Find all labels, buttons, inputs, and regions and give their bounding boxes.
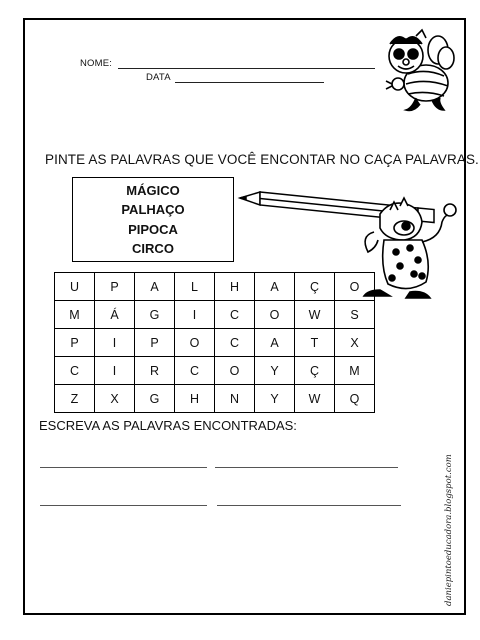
grid-cell[interactable]: Q	[335, 385, 375, 413]
name-label: NOME:	[80, 58, 113, 69]
grid-cell[interactable]: X	[95, 385, 135, 413]
grid-cell[interactable]: O	[215, 357, 255, 385]
word-list-item: CIRCO	[132, 241, 174, 256]
grid-cell[interactable]: S	[335, 301, 375, 329]
grid-cell[interactable]: X	[335, 329, 375, 357]
grid-cell[interactable]: Y	[255, 357, 295, 385]
answer-line-1[interactable]	[40, 467, 207, 468]
word-list-item: PIPOCA	[128, 221, 178, 237]
grid-cell[interactable]: U	[55, 273, 95, 301]
word-list-item: PALHAÇO	[121, 202, 185, 217]
grid-cell[interactable]: W	[295, 301, 335, 329]
grid-cell[interactable]: A	[135, 273, 175, 301]
blog-credit: daniepintoeducadora.blogspot.com	[444, 454, 454, 606]
grid-cell[interactable]: I	[95, 357, 135, 385]
grid-cell[interactable]: P	[135, 329, 175, 357]
grid-cell[interactable]: A	[255, 329, 295, 357]
grid-cell[interactable]: A	[255, 273, 295, 301]
word-list-item: MÁGICO	[126, 182, 180, 198]
grid-row	[55, 385, 375, 413]
date-line[interactable]	[175, 82, 324, 83]
grid-cell[interactable]: P	[55, 329, 95, 357]
grid-cell[interactable]: I	[95, 329, 135, 357]
grid-cell[interactable]: H	[175, 385, 215, 413]
grid-cell[interactable]: M	[335, 357, 375, 385]
grid-cell[interactable]: G	[135, 301, 175, 329]
grid-cell[interactable]: C	[55, 357, 95, 385]
grid-cell[interactable]: G	[135, 385, 175, 413]
answer-line-2[interactable]	[215, 467, 398, 468]
grid-cell[interactable]: T	[295, 329, 335, 357]
grid-cell[interactable]: O	[255, 301, 295, 329]
grid-row	[55, 273, 375, 301]
grid-cell[interactable]: C	[215, 301, 255, 329]
grid-cell[interactable]: R	[135, 357, 175, 385]
name-line[interactable]	[118, 68, 375, 69]
grid-cell[interactable]: Ç	[295, 357, 335, 385]
grid-cell[interactable]: Z	[55, 385, 95, 413]
grid-cell[interactable]: H	[215, 273, 255, 301]
word-list-box	[72, 177, 234, 262]
grid-cell[interactable]: O	[175, 329, 215, 357]
answer-line-4[interactable]	[217, 505, 401, 506]
date-label: DATA	[146, 72, 171, 83]
grid-row	[55, 301, 375, 329]
grid-cell[interactable]: Ç	[295, 273, 335, 301]
grid-cell[interactable]: P	[95, 273, 135, 301]
answer-line-3[interactable]	[40, 505, 207, 506]
grid-cell[interactable]: W	[295, 385, 335, 413]
grid-cell[interactable]: C	[175, 357, 215, 385]
grid-cell[interactable]: I	[175, 301, 215, 329]
grid-cell[interactable]: Á	[95, 301, 135, 329]
clown-icon	[360, 192, 460, 302]
bee-clown-icon	[376, 28, 456, 116]
grid-cell[interactable]: C	[215, 329, 255, 357]
grid-cell[interactable]: N	[215, 385, 255, 413]
word-search-grid	[54, 272, 375, 413]
grid-cell[interactable]: Y	[255, 385, 295, 413]
grid-cell[interactable]: M	[55, 301, 95, 329]
grid-cell[interactable]: L	[175, 273, 215, 301]
grid-row	[55, 329, 375, 357]
grid-cell[interactable]: O	[335, 273, 375, 301]
instruction-text: PINTE AS PALAVRAS QUE VOCÊ ENCONTAR NO CAÇA PALAVRAS.	[45, 152, 479, 167]
write-prompt: ESCREVA AS PALAVRAS ENCONTRADAS:	[39, 418, 297, 433]
grid-row	[55, 357, 375, 385]
